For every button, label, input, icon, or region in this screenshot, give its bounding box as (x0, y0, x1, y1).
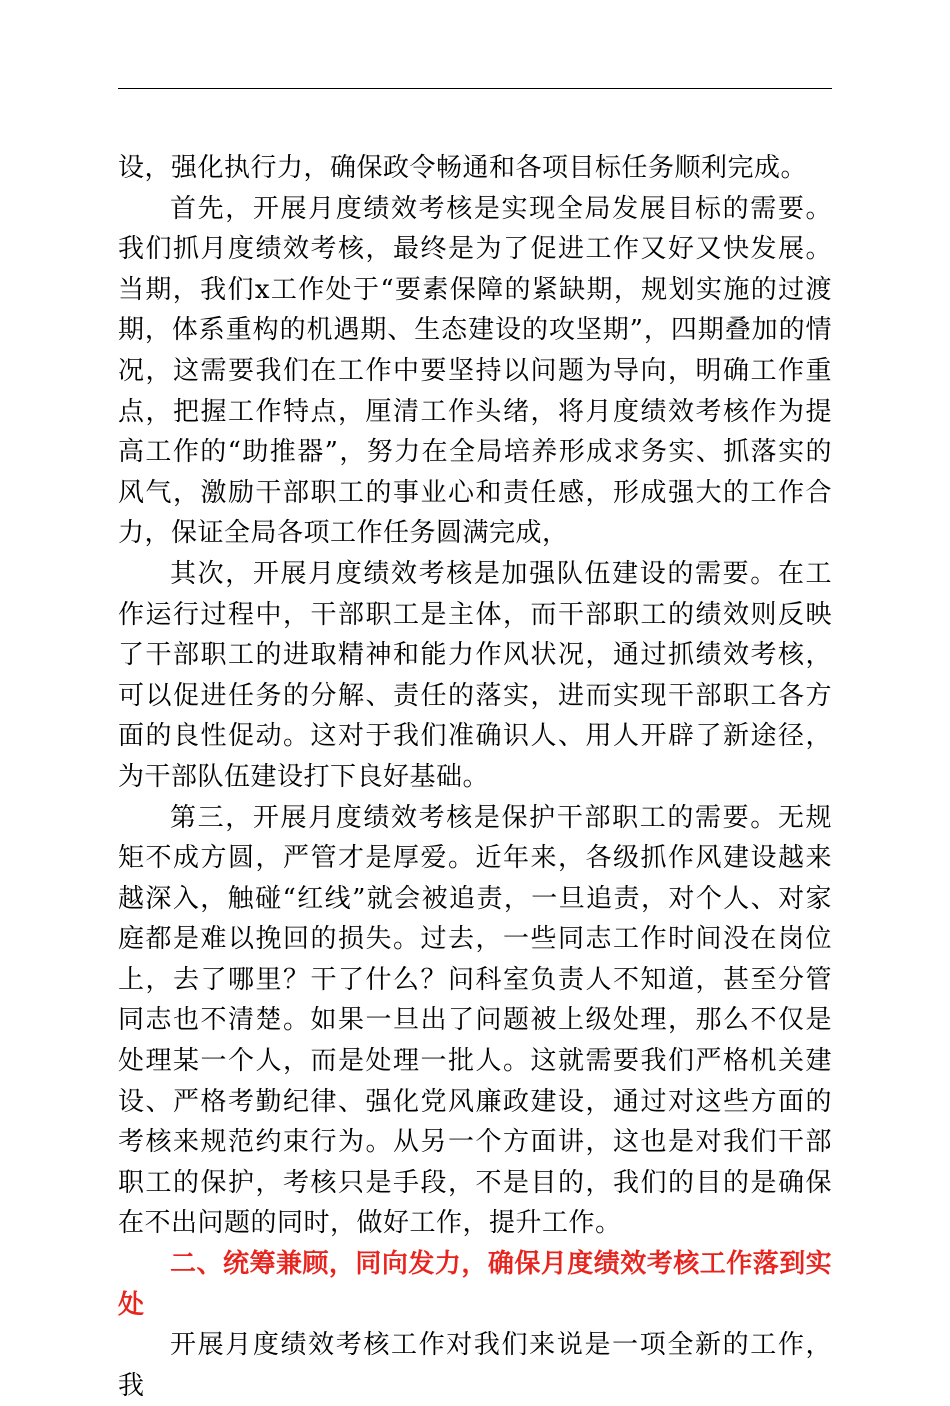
paragraph-third: 第三，开展月度绩效考核是保护干部职工的需要。无规矩不成方圆，严管才是厚爱。近年来，各级抓作风建设越来越深入，触碰“红线”就会被追责，一旦追责，对个人、对家庭都是难以挽回的损失。过去，一些同志工作时间没在岗位上，去了哪里？干了什么？问科室负责人不知道，甚至分管同志也不清楚。如果一旦出了问题被上级处理，那么不仅是处理某一个人，而是处理一批人。这就需要我们严格机关建设、严格考勤纪律、强化党风廉政建设，通过对这些方面的考核来规范约束行为。从另一个方面讲，这也是对我们干部职工的保护，考核只是手段，不是目的，我们的目的是确保在不出问题的同时，做好工作，提升工作。 (118, 802, 832, 1239)
document-body (118, 148, 832, 1406)
paragraph-continuation: 设，强化执行力，确保政令畅通和各项目标任务顺利完成。 (118, 153, 808, 183)
paragraph-first: 首先，开展月度绩效考核是实现全局发展目标的需要。我们抓月度绩效考核，最终是为了促进工作又好又快发展。当期，我们x工作处于“要素保障的紧缺期，规划实施的过渡期，体系重构的机遇期、生态建设的攻坚期”，四期叠加的情况，这需要我们在工作中要坚持以问题为导向，明确工作重点，把握工作特点，厘清工作头绪，将月度绩效考核作为提高工作的“助推器”，努力在全局培养形成求务实、抓落实的风气，激励干部职工的事业心和责任感，形成强大的工作合力，保证全局各项工作任务圆满完成， (118, 193, 832, 549)
paragraph-section-2-intro: 开展月度绩效考核工作对我们来说是一项全新的工作，我 (118, 1330, 832, 1401)
header-rule (118, 88, 832, 89)
section-heading-2: 二、统筹兼顾，同向发力，确保月度绩效考核工作落到实处 (118, 1249, 832, 1320)
paragraph-second: 其次，开展月度绩效考核是加强队伍建设的需要。在工作运行过程中，干部职工是主体，而干部职工的绩效则反映了干部职工的进取精神和能力作风状况，通过抓绩效考核，可以促进任务的分解、责任的落实，进而实现干部职工各方面的良性促动。这对于我们准确识人、用人开辟了新途径，为干部队伍建设打下良好基础。 (118, 558, 832, 792)
